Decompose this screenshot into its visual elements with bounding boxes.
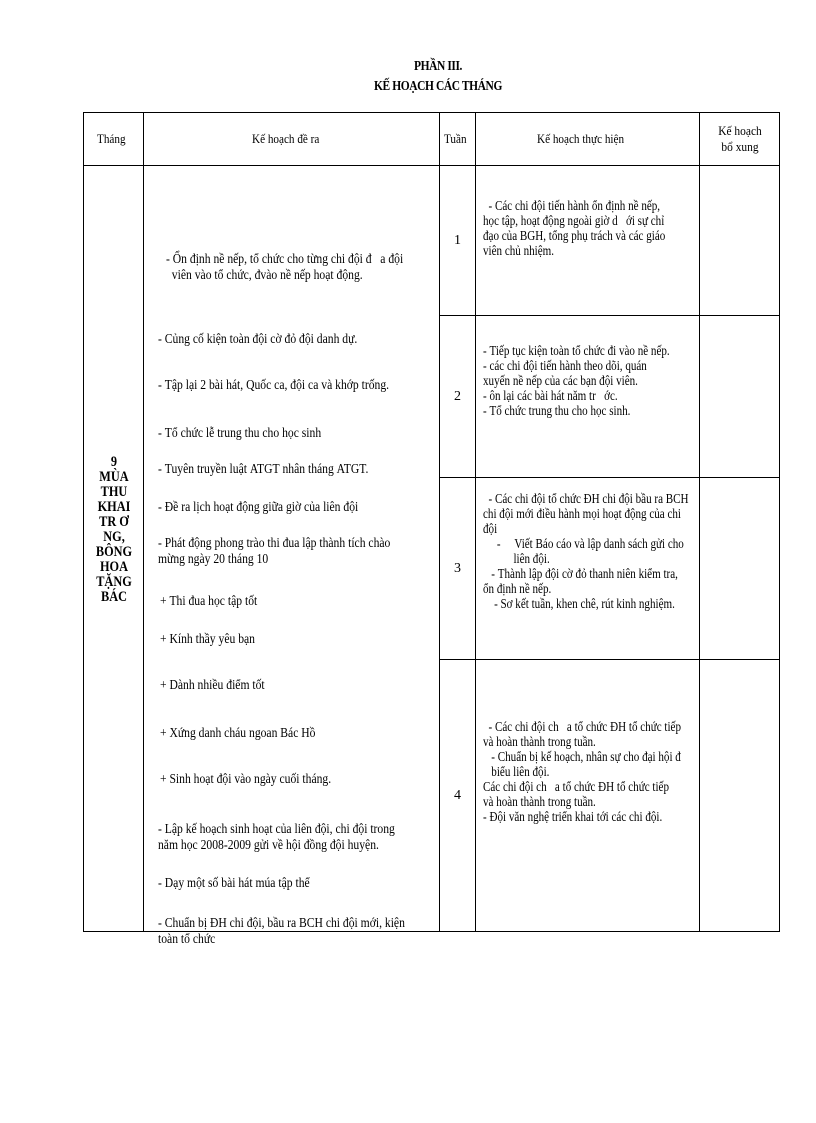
implementation-line: - Sơ kết tuần, khen chê, rút kinh nghiệm. [483,597,675,611]
implementation-line: xuyến nề nếp của các bạn đội viên. [483,374,638,388]
plan-item: + Kính thầy yêu bạn [160,632,255,647]
implementation-line: - ôn lại các bài hát năm tr ớc. [483,389,618,403]
plan-item: - Củng cố kiện toàn đội cờ đỏ đội danh dự. [158,332,358,347]
header-implementation: Kế hoạch thực hiện [476,113,700,166]
implementation-line: - Tổ chức trung thu cho học sinh. [483,404,631,418]
plan-item: - Tập lại 2 bài hát, Quốc ca, đội ca và khớp trống. [158,378,390,393]
implementation-line: - Các chi đội ch a tổ chức ĐH tổ chức tiếp [483,720,681,734]
week-implementation [476,478,700,660]
implementation-line: - Các chi đội tổ chức ĐH chi đội bầu ra BCH [483,492,689,506]
month-label-line: NG, [103,529,125,545]
document-section-title: PHẦN III. [414,59,462,74]
month-label-line: 9 [110,454,118,470]
month-label-line: BÁC [101,589,127,605]
extra-cell [700,166,780,316]
document-title: KẾ HOẠCH CÁC THÁNG [374,79,502,94]
week-implementation [476,316,700,478]
implementation-line: - Tiếp tục kiện toàn tổ chức đi vào nề nếp. [483,344,670,358]
plan-item: - Phát động phong trào thi đua lập thành tích chào [158,536,391,551]
plan-item: mừng ngày 20 tháng 10 [158,552,269,567]
plan-item: - Dạy một số bài hát múa tập thể [158,876,310,891]
month-label-line: BÔNG [95,544,133,560]
implementation-line: và hoàn thành trong tuần. [483,735,596,749]
implementation-line: Các chi đội ch a tổ chức ĐH tổ chức tiếp [483,780,669,794]
week-number: 4 [440,660,476,932]
plan-item: năm học 2008-2009 gửi về hội đồng đội huyện. [158,838,379,853]
plan-item: + Thi đua học tập tốt [160,594,258,609]
plan-item: - Lập kế hoạch sinh hoạt của liên đội, chi đội trong [158,822,395,837]
plan-item: toàn tổ chức [158,932,216,947]
implementation-line: - Các chi đội tiến hành ổn định nề nếp, [483,199,661,213]
plan-item: + Dành nhiều điểm tốt [160,678,265,693]
month-label-line: KHAI [97,499,131,515]
implementation-line: đạo của BGH, tổng phụ trách và các giáo [483,229,666,243]
plan-item: - Chuẩn bị ĐH chi đội, bầu ra BCH chi đội mới, kiện [158,916,405,931]
header-extra: Kế hoạch bổ xung [700,113,780,166]
table-row [84,166,780,316]
implementation-line: đội [483,522,498,536]
monthly-plan-table [83,112,780,947]
month-label-line: HOA [99,559,129,575]
month-label-line: MÙA [99,469,129,485]
implementation-line: biểu liên đội. [483,765,550,779]
month-label-line: TẶNG [96,574,132,590]
plan-item: + Sinh hoạt đội vào ngày cuối tháng. [160,772,332,787]
header-week: Tuần [440,113,476,166]
implementation-line: - Chuẩn bị kế hoạch, nhân sự cho đại hội đ [483,750,681,764]
implementation-line: - Thành lập đội cờ đỏ thanh niên kiểm tra, [483,567,678,581]
implementation-line: chi đội mới điều hành mọi hoạt động của chi [483,507,682,521]
plan-item: - Tổ chức lễ trung thu cho học sinh [158,426,322,441]
implementation-line: - Viết Báo cáo và lập danh sách gửi cho [483,537,684,551]
month-cell [84,166,144,932]
implementation-line: - Đội văn nghệ triển khai tới các chi đội. [483,810,663,824]
plan-item: + Xứng danh cháu ngoan Bác Hồ [160,726,316,741]
plan-item: viên vào tổ chức, đvào nề nếp hoạt động. [166,268,363,283]
week-implementation [476,166,700,316]
week-number: 2 [440,316,476,478]
month-label-line: THU [100,484,128,500]
week-implementation [476,660,700,932]
header-plan: Kế hoạch đề ra [144,113,440,166]
week-number: 1 [440,166,476,316]
plan-item: - Đề ra lịch hoạt động giữa giờ của liên đội [158,500,359,515]
month-label-line: TR Ơ [99,514,129,530]
week-number: 3 [440,478,476,660]
extra-cell [700,478,780,660]
extra-cell [700,660,780,932]
month-label [84,455,144,605]
plan-item: - Ổn định nề nếp, tổ chức cho từng chi đội đ a đội [166,252,404,267]
implementation-line: học tập, hoạt động ngoài giờ d ới sự chỉ [483,214,665,228]
implementation-line: - các chi đội tiến hành theo dõi, quán [483,359,647,373]
extra-cell [700,316,780,478]
implementation-line: liên đội. [483,552,550,566]
plan-cell [144,166,440,947]
implementation-line: và hoàn thành trong tuần. [483,795,596,809]
implementation-line: viên chủ nhiệm. [483,244,555,258]
plan-item: - Tuyên truyền luật ATGT nhân tháng ATGT. [158,462,369,477]
header-month: Tháng [84,113,144,166]
implementation-line: ổn định nề nếp. [483,582,552,596]
table-header-row [84,113,780,166]
